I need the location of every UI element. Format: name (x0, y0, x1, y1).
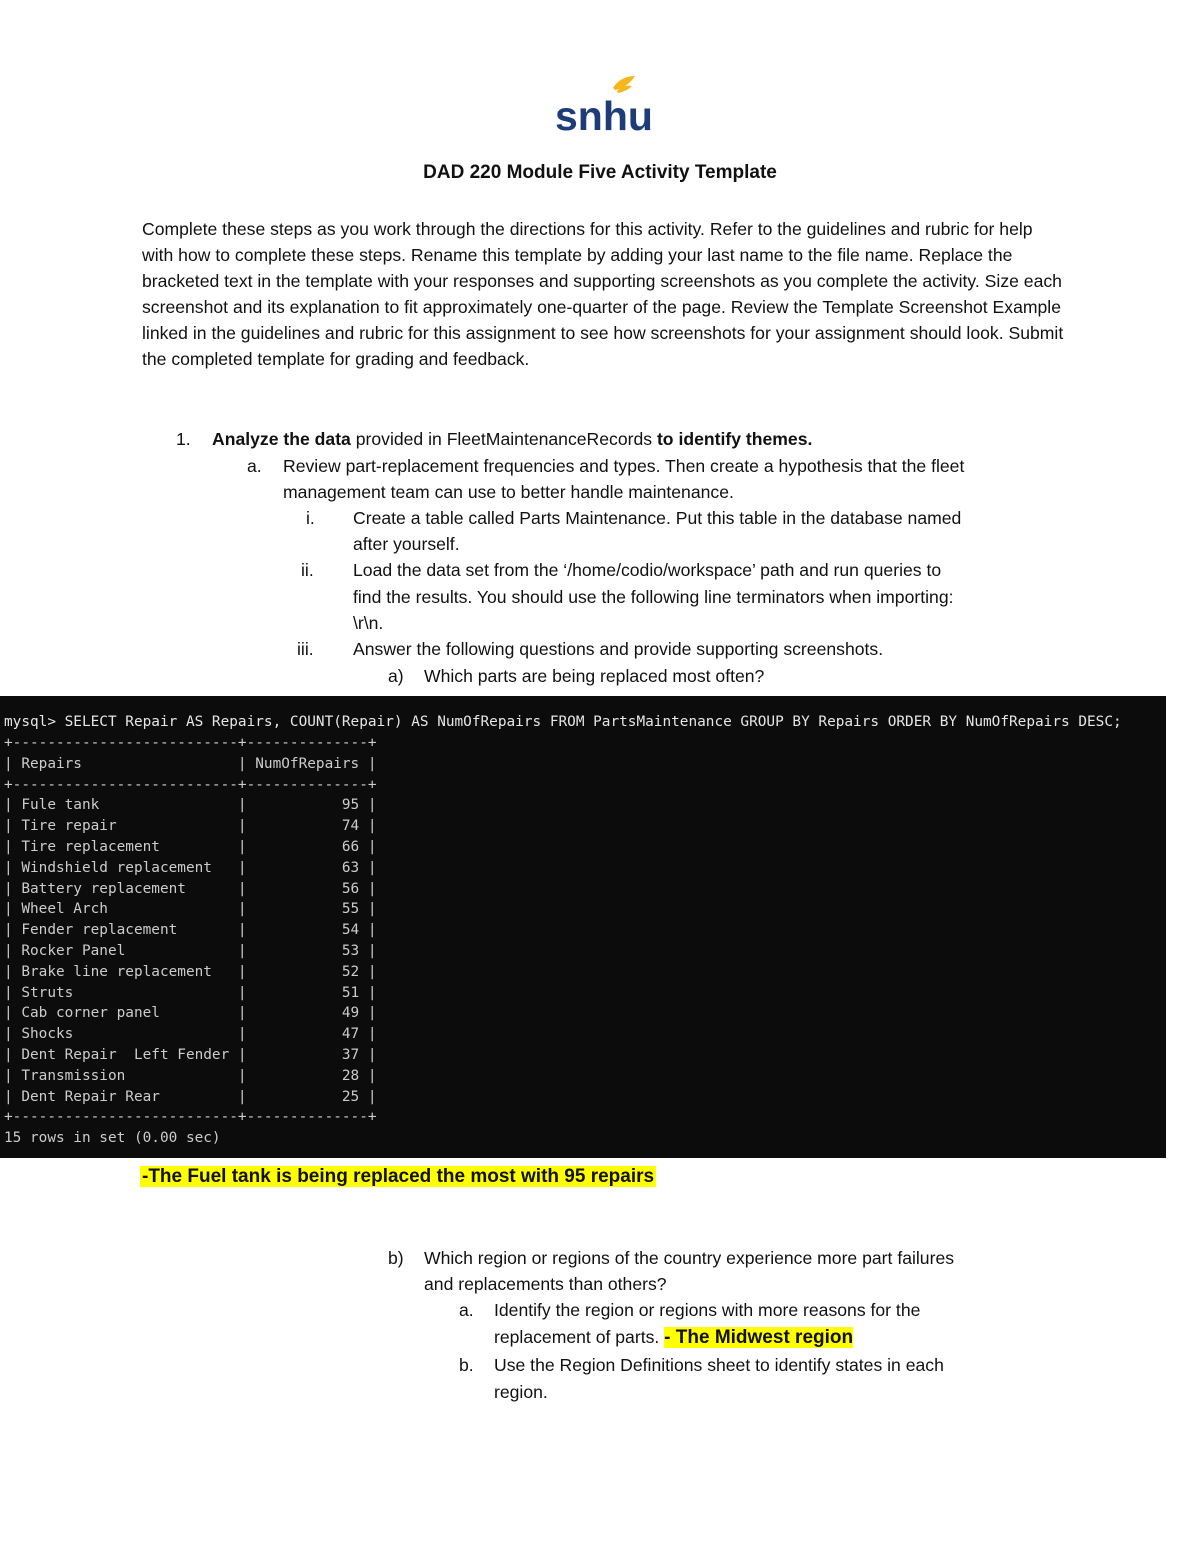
table-border: +--------------------------+--------------+ (4, 776, 377, 793)
table-row: | Rocker Panel | 53 | (4, 942, 377, 959)
table-row: | Windshield replacement | 63 | (4, 859, 377, 876)
table-border: +--------------------------+--------------+ (4, 735, 377, 751)
questionBb-marker: b. (459, 1355, 474, 1375)
step1a-line1: Review part-replacement frequencies and types. Then create a hypothesis that the fleet (283, 456, 965, 476)
query-result-table (0, 733, 377, 1149)
table-row: | Fender replacement | 54 | (4, 922, 377, 939)
questionB-marker: b) (388, 1248, 404, 1268)
questionBb-line1: Use the Region Definitions sheet to identify states in each (494, 1355, 944, 1375)
table-row: | Brake line replacement | 52 | (4, 963, 377, 980)
table-row: | Dent Repair Left Fender | 37 | (4, 1046, 377, 1063)
step1a-marker: a. (247, 456, 262, 476)
snhu-logo-graphic (555, 74, 653, 139)
table-row: | Fule tank | 95 | (4, 797, 377, 814)
table-border: +--------------------------+--------------+ (4, 1109, 377, 1126)
step1aii-line2: find the results. You should use the following line terminators when importing: (353, 587, 954, 607)
answerA (140, 1163, 656, 1191)
answerA-highlight: -The Fuel tank is being replaced the most with 95 repairs (142, 1166, 655, 1187)
step1aiii-marker: iii. (297, 639, 314, 659)
step1aii-marker: ii. (301, 560, 314, 580)
questionBa-line2: replacement of parts. - The Midwest region (494, 1327, 854, 1348)
table-row: | Struts | 51 | (4, 984, 377, 1001)
table-row: | Shocks | 47 | (4, 1026, 377, 1043)
table-row: | Cab corner panel | 49 | (4, 1005, 377, 1022)
step1ai-line2: after yourself. (353, 534, 460, 554)
questionBb-line2: region. (494, 1382, 548, 1402)
logo-wordmark: snhu (555, 93, 653, 139)
questionB-line1: Which region or regions of the country experience more part failures (424, 1248, 955, 1268)
step1aiii-line1: Answer the following questions and provide supporting screenshots. (353, 639, 884, 659)
questionBa-line1: Identify the region or regions with more reasons for the (494, 1300, 921, 1320)
snhu-logo (555, 74, 653, 139)
table-row: | Battery replacement | 56 | (4, 880, 377, 897)
questionB-line2: and replacements than others? (424, 1274, 667, 1294)
questionBa-answer: - The Midwest region (664, 1327, 854, 1348)
table-header: | Repairs | NumOfRepairs | (4, 755, 377, 772)
step1aii-line3: \r\n. (353, 613, 384, 633)
questionA-text: Which parts are being replaced most often? (424, 666, 765, 686)
step1ai-line1: Create a table called Parts Maintenance. Put this table in the database named (353, 508, 962, 528)
table-row: | Tire repair | 74 | (4, 818, 377, 835)
terminal-command: mysql> SELECT Repair AS Repairs, COUNT(Repair) AS NumOfRepairs FROM PartsMaintenance GROUP BY Repairs ORDER BY NumOfRepairs DESC; (4, 714, 1122, 730)
terminal-screenshot (0, 696, 1166, 1158)
step1ai-marker: i. (306, 508, 315, 528)
step1-text: Analyze the data provided in FleetMaintenanceRecords to identify themes. (212, 429, 813, 449)
step1aii-line1: Load the data set from the ‘/home/codio/workspace’ path and run queries to (353, 560, 942, 580)
table-row: | Tire replacement | 66 | (4, 838, 377, 855)
terminal-footer: 15 rows in set (0.00 sec) (4, 1130, 221, 1147)
table-row: | Transmission | 28 | (4, 1067, 377, 1084)
table-row: | Wheel Arch | 55 | (4, 901, 377, 918)
questionBa-marker: a. (459, 1300, 474, 1320)
intro-paragraph: Complete these steps as you work through the directions for this activity. Refer to the guidelines and rubric for help with how to complete these steps. Rename this template by adding your last name to the file name. Replace the bracketed text in the template with your responses and supporting screenshots as you complete the activity. Size each screenshot and its explanation to fit approximately one-quarter of the page. Review the Template Screenshot Example linked in the guidelines and rubric for this assignment to see how screenshots for your assignment should look. Submit the completed template for grading and feedback. (142, 219, 1064, 369)
step1a-line2: management team can use to better handle maintenance. (283, 482, 734, 502)
table-row: | Dent Repair Rear | 25 | (4, 1088, 377, 1105)
questionA-marker: a) (388, 666, 404, 686)
page-title: DAD 220 Module Five Activity Template (423, 162, 777, 183)
step1-marker: 1. (176, 429, 191, 449)
